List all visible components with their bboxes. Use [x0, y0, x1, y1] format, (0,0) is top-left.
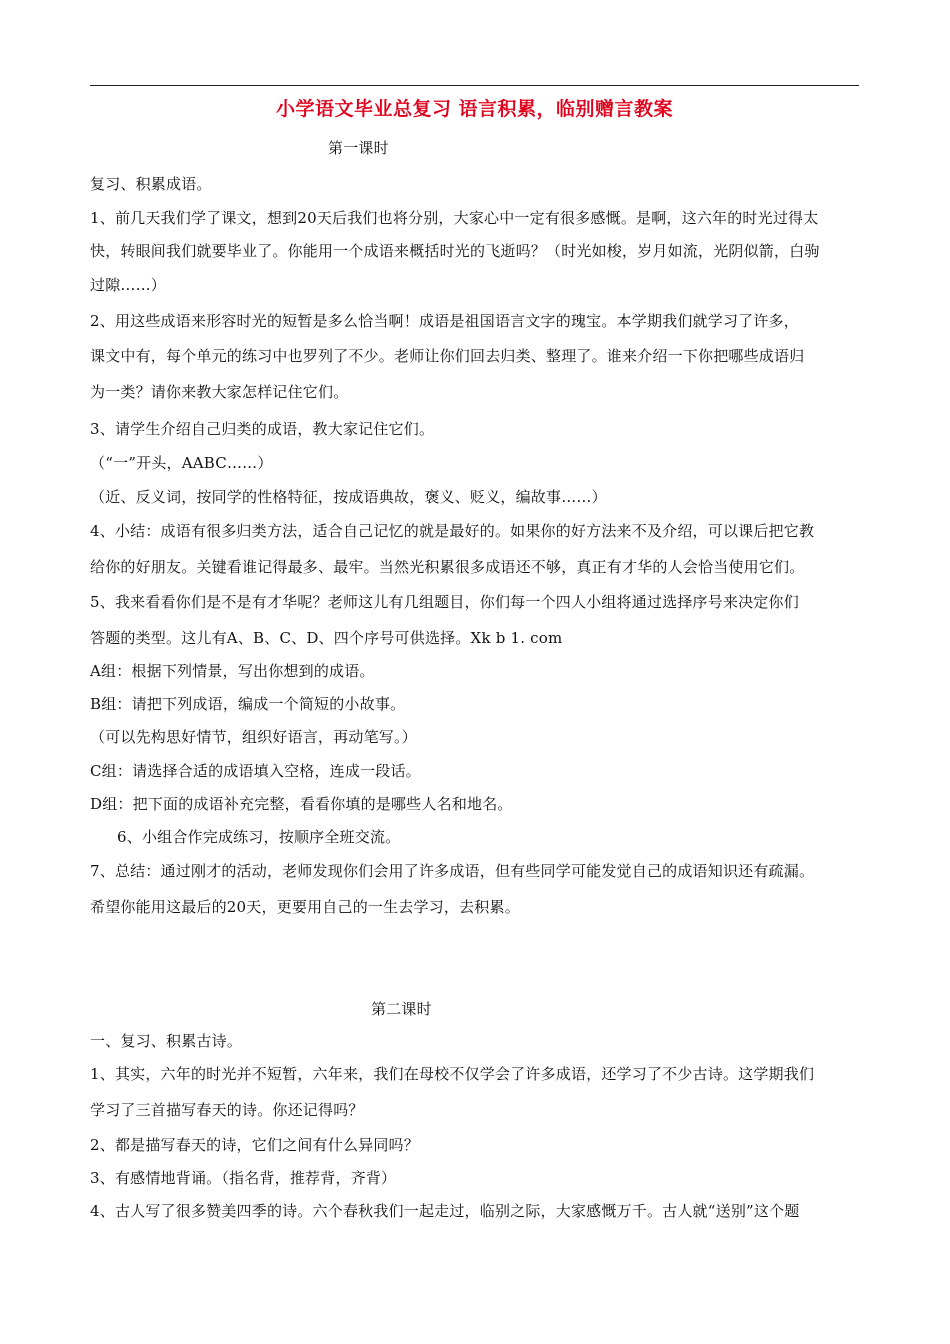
- paragraph-line: 希望你能用这最后的20天，更要用自己的一生去学习，去积累。: [90, 898, 520, 916]
- paragraph-line: 4、古人写了很多赞美四季的诗。六个春秋我们一起走过，临别之际，大家感慨万千。古人就“送别”这个题: [90, 1202, 800, 1220]
- paragraph-line: 过隙……）: [90, 276, 167, 294]
- paragraph-line: 复习、积累成语。: [90, 175, 212, 193]
- paragraph-line: 一、复习、积累古诗。: [90, 1032, 243, 1050]
- paragraph-line: （可以先构思好情节，组织好语言，再动笔写。）: [90, 728, 417, 746]
- paragraph-line: 3、有感情地背诵。（指名背，推荐背，齐背）: [90, 1169, 397, 1187]
- paragraph-line: B组：请把下列成语，编成一个简短的小故事。: [90, 695, 406, 713]
- paragraph-line: 2、用这些成语来形容时光的短暂是多么恰当啊！成语是祖国语言文字的瑰宝。本学期我们就学习了许多，: [90, 312, 799, 330]
- paragraph-line: 答题的类型。这儿有A、B、C、D、四个序号可供选择。Xk b 1. com: [90, 629, 563, 647]
- document-title: 小学语文毕业总复习 语言积累，临别赠言教案: [275, 98, 674, 120]
- paragraph-line: 1、前几天我们学了课文，想到20天后我们也将分别，大家心中一定有很多感慨。是啊，这六年的时光过得太: [90, 209, 819, 227]
- paragraph-line: C组：请选择合适的成语填入空格，连成一段话。: [90, 762, 421, 780]
- paragraph-line: （近、反义词，按同学的性格特征，按成语典故，褒义、贬义，编故事……）: [90, 488, 607, 506]
- paragraph-line: 5、我来看看你们是不是有才华呢？老师这儿有几组题目，你们每一个四人小组将通过选择序号来决定你们: [90, 593, 799, 611]
- lesson1-heading: 第一课时: [328, 139, 389, 157]
- header-rule: [90, 85, 859, 86]
- lesson2-heading: 第二课时: [371, 1000, 432, 1018]
- paragraph-line: 学习了三首描写春天的诗。你还记得吗？: [90, 1101, 364, 1119]
- paragraph-line: 课文中有，每个单元的练习中也罗列了不少。老师让你们回去归类、整理了。谁来介绍一下你把哪些成语归: [90, 347, 805, 365]
- paragraph-line: 2、都是描写春天的诗，它们之间有什么异同吗？: [90, 1136, 419, 1154]
- paragraph-line: 给你的好朋友。关键看谁记得最多、最牢。当然光积累很多成语还不够，真正有才华的人会恰当使用它们。: [90, 558, 805, 576]
- paragraph-line: 3、请学生介绍自己归类的成语，教大家记住它们。: [90, 420, 435, 438]
- paragraph-line: （“一”开头，AABC……）: [90, 454, 273, 472]
- paragraph-line: 为一类？请你来教大家怎样记住它们。: [90, 383, 349, 401]
- paragraph-line: A组：根据下列情景，写出你想到的成语。: [90, 662, 375, 680]
- paragraph-line: 1、其实，六年的时光并不短暂，六年来，我们在母校不仅学会了许多成语，还学习了不少古诗。这学期我们: [90, 1065, 815, 1083]
- paragraph-line: 4、小结：成语有很多归类方法，适合自己记忆的就是最好的。如果你的好方法来不及介绍，可以课后把它教: [90, 522, 815, 540]
- paragraph-line: D组：把下面的成语补充完整，看看你填的是哪些人名和地名。: [90, 795, 513, 813]
- paragraph-line: 快，转眼间我们就要毕业了。你能用一个成语来概括时光的飞逝吗？（时光如梭，岁月如流，光阴似箭，白驹: [90, 242, 820, 260]
- paragraph-line: 6、小组合作完成练习，按顺序全班交流。: [117, 828, 401, 846]
- paragraph-line: 7、总结：通过刚才的活动，老师发现你们会用了许多成语，但有些同学可能发觉自己的成语知识还有疏漏。: [90, 862, 815, 880]
